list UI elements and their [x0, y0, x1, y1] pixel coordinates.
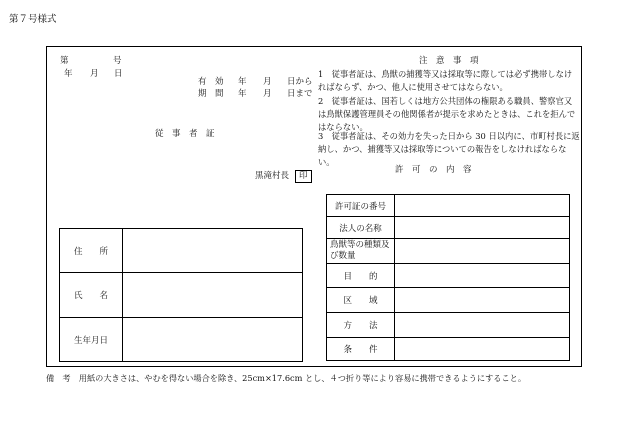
validity-from: 日から [287, 77, 313, 87]
permit-value-cell [395, 239, 570, 264]
period-until: 日まで [287, 89, 313, 99]
holder-row-label: 住 所 [60, 229, 123, 273]
footnote: 備 考 用紙の大きさは、やむを得ない場合を除き、25cm×17.6cm とし、４つ折り等により容易に携帯できるようにすること。 [46, 373, 527, 383]
notes-title: 注 意 事 項 [419, 56, 479, 66]
date-year-label: 年 [64, 69, 73, 79]
validity-label: 有 効 [198, 77, 224, 87]
period-label: 期 間 [198, 89, 224, 99]
permit-value-cell [395, 338, 570, 361]
form-number-title: 第７号様式 [9, 14, 57, 25]
permit-row-label: 方 法 [327, 313, 395, 338]
permit-row-label: 法人の名称 [327, 217, 395, 239]
certificate-title: 従 事 者 証 [155, 129, 215, 139]
permit-value-cell [395, 217, 570, 239]
number-prefix: 第 [60, 56, 69, 66]
issuer-name: 黒滝村長 [255, 171, 290, 181]
period-month: 月 [263, 89, 272, 99]
note-item-3: 3 従事者証は、その効力を失った日から 30 日以内に、市町村長に返納し、かつ、捕獲等又は採取等についての報告をしなければならない。 [318, 131, 580, 167]
period-year: 年 [238, 89, 247, 99]
holder-table [59, 228, 303, 362]
permit-value-cell [395, 288, 570, 313]
permit-value-cell [395, 264, 570, 288]
permit-table [326, 194, 570, 361]
issuer-line [255, 169, 312, 183]
validity-month: 月 [263, 77, 272, 87]
permit-row-label: 鳥獣等の種類及び数量 [327, 239, 395, 264]
holder-row-label: 氏 名 [60, 273, 123, 318]
seal-stamp: 印 [295, 170, 312, 183]
permit-row-label: 許可証の番号 [327, 195, 395, 217]
note-item-2: 2 従事者証は、国若しくは地方公共団体の権限ある職員、警察官又は鳥獣保護管理員その他関係者が提示を求めたときは、これを拒んではならない。 [318, 96, 576, 132]
number-suffix: 号 [113, 56, 122, 66]
holder-value-cell [123, 273, 303, 318]
permit-value-cell [395, 195, 570, 217]
permit-title: 許 可 の 内 容 [395, 165, 472, 175]
permit-row-label: 目 的 [327, 264, 395, 288]
permit-row-label: 条 件 [327, 338, 395, 361]
validity-year: 年 [238, 77, 247, 87]
date-month-label: 月 [90, 69, 99, 79]
date-day-label: 日 [114, 69, 123, 79]
holder-value-cell [123, 229, 303, 273]
holder-value-cell [123, 318, 303, 362]
holder-row-label: 生年月日 [60, 318, 123, 362]
permit-row-label: 区 域 [327, 288, 395, 313]
note-item-1: 1 従事者証は、鳥獣の捕獲等又は採取等に際しては必ず携帯しなければならず、かつ、他人に使用させてはならない。 [318, 69, 573, 92]
permit-value-cell [395, 313, 570, 338]
